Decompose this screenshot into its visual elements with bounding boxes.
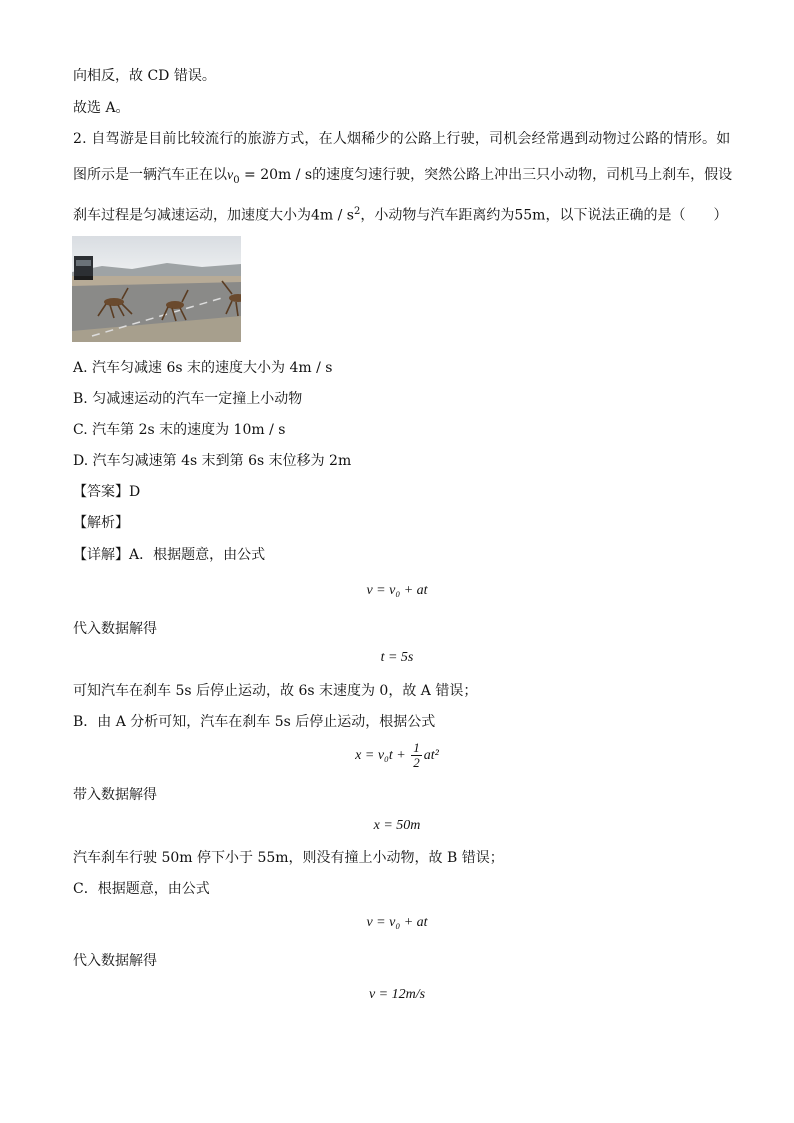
- eq-part: at²: [423, 748, 439, 763]
- option-d: D. 汽车匀减速第 4s 末到第 6s 末位移为 2m: [73, 453, 352, 469]
- question-text: ，小动物与汽车距离约为: [360, 207, 515, 224]
- equation-velocity: v = v₀ + at: [366, 583, 428, 598]
- equation-distance: x = 50m: [373, 818, 421, 833]
- question-text-line: [73, 165, 732, 191]
- distance-value: 55m: [514, 207, 546, 224]
- option-a: A. 汽车匀减速 6s 末的速度大小为 4m / s: [73, 360, 333, 376]
- question-text: ，以下说法正确的是（ ）: [545, 207, 728, 224]
- eq-part: x = v₀t +: [355, 748, 410, 763]
- photo-illustration: [72, 236, 241, 342]
- detail-line: 【详解】A．根据题意，由公式: [73, 547, 266, 563]
- equation-velocity-c: v = v₀ + at: [366, 915, 428, 930]
- var-v0: v: [227, 168, 234, 183]
- question-text: 刹车过程是匀减速运动，加速度大小为: [73, 207, 311, 224]
- road-animals-photo: [72, 236, 241, 342]
- option-c: C. 汽车第 2s 末的速度为 10m / s: [73, 422, 286, 438]
- question-text-line: [73, 129, 733, 149]
- detail-line: B．由 A 分析可知，汽车在刹车 5s 后停止运动，根据公式: [73, 714, 436, 730]
- option-b: B. 匀减速运动的汽车一定撞上小动物: [73, 391, 303, 407]
- fraction-numerator: 1: [413, 740, 420, 756]
- superscript: 2: [353, 206, 361, 217]
- subscript: 0: [233, 174, 240, 186]
- acceleration-value: 4m / s: [311, 207, 354, 224]
- text-line: 向相反，故 CD 错误。: [73, 68, 216, 84]
- question-text: 的速度匀速行驶，突然公路上冲出三只小动物，司机马上刹车，假设: [312, 167, 733, 183]
- detail-line: 代入数据解得: [73, 621, 157, 637]
- question-number: 2.: [73, 131, 87, 147]
- detail-line: 可知汽车在刹车 5s 后停止运动，故 6s 末速度为 0，故 A 错误；: [73, 683, 478, 699]
- equation-displacement: [0, 741, 794, 771]
- equation-time: t = 5s: [380, 650, 414, 665]
- detail-line: 代入数据解得: [73, 953, 157, 969]
- detail-line: 带入数据解得: [73, 787, 157, 803]
- analysis-label: 【解析】: [73, 515, 129, 531]
- fraction: [411, 741, 422, 770]
- speed-value: = 20m / s: [239, 167, 313, 183]
- fraction-denominator: 2: [413, 755, 420, 771]
- answer-label: 【答案】D: [73, 484, 141, 500]
- equation-result: v = 12m/s: [368, 987, 426, 1002]
- question-text-line: [73, 202, 727, 226]
- question-text: 图所示是一辆汽车正在以: [73, 167, 227, 183]
- detail-line: C．根据题意，由公式: [73, 881, 210, 897]
- question-text: 自驾游是目前比较流行的旅游方式，在人烟稀少的公路上行驶，司机会经常遇到动物过公路的情形。如: [91, 131, 731, 147]
- text-line: 故选 A。: [73, 100, 130, 116]
- detail-line: 汽车刹车行驶 50m 停下小于 55m，则没有撞上小动物，故 B 错误；: [73, 850, 504, 866]
